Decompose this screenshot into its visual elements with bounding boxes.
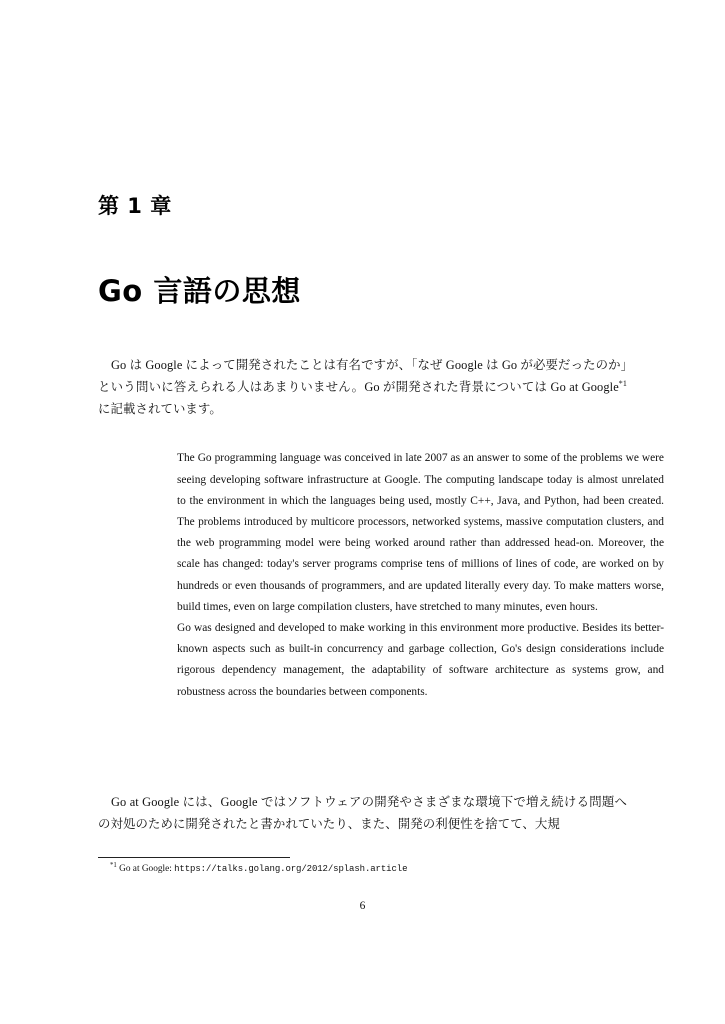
footnote (110, 862, 630, 876)
english-blockquote (177, 448, 664, 702)
footnote-url[interactable]: https://talks.golang.org/2012/splash.article (174, 864, 408, 874)
blockquote-paragraph-2: Go was designed and developed to make working in this environment more productive. Besides its better-known aspects such as built-in concurrency and garbage collection, Go's design considerations include rigorous dependency management, the adaptability of software architecture as systems grow, and robustness across the boundaries between components. (177, 622, 664, 698)
chapter-title: Go 言語の思想 (98, 274, 301, 309)
closing-paragraph: Go at Google には、Google ではソフトウェアの開発やさまざまな環境下で増え続ける問題への対処のために開発されたと書かれていたり、また、開発の利便性を捨てて、大規 (98, 795, 627, 832)
footnote-separator-rule (98, 857, 290, 858)
blockquote-paragraph-1: The Go programming language was conceived in late 2007 as an answer to some of the problems we were seeing developing software infrastructure at Google. The computing landscape today is almost unrelated to the environment in which the languages being used, mostly C++, Java, and Python, had been created. The problems introduced by multicore processors, networked systems, massive computation clusters, and the web programming model were being worked around rather than addressed head-on. Moreover, the scale has changed: today's server programs comprise tens of millions of lines of code, are worked on by hundreds or even thousands of programmers, and are updated literally every day. To make matters worse, build times, even on large compilation clusters, have stretched to many minutes, even hours. (177, 452, 664, 613)
chapter-number: 第 1 章 (98, 194, 172, 218)
intro-paragraph (98, 354, 627, 421)
footnote-marker: *1 (110, 861, 117, 869)
footnote-reference-marker[interactable]: *1 (618, 379, 627, 389)
page-number: 6 (359, 900, 366, 912)
footnote-label: Go at Google: (119, 864, 172, 874)
intro-paragraph-tail: に記載されています。 (98, 402, 222, 417)
intro-paragraph-text: Go は Google によって開発されたことは有名ですが、「なぜ Google は Go が必要だったのか」という問いに答えられる人はあまりいません。Go が開発された背景については Go at Google (98, 358, 627, 395)
